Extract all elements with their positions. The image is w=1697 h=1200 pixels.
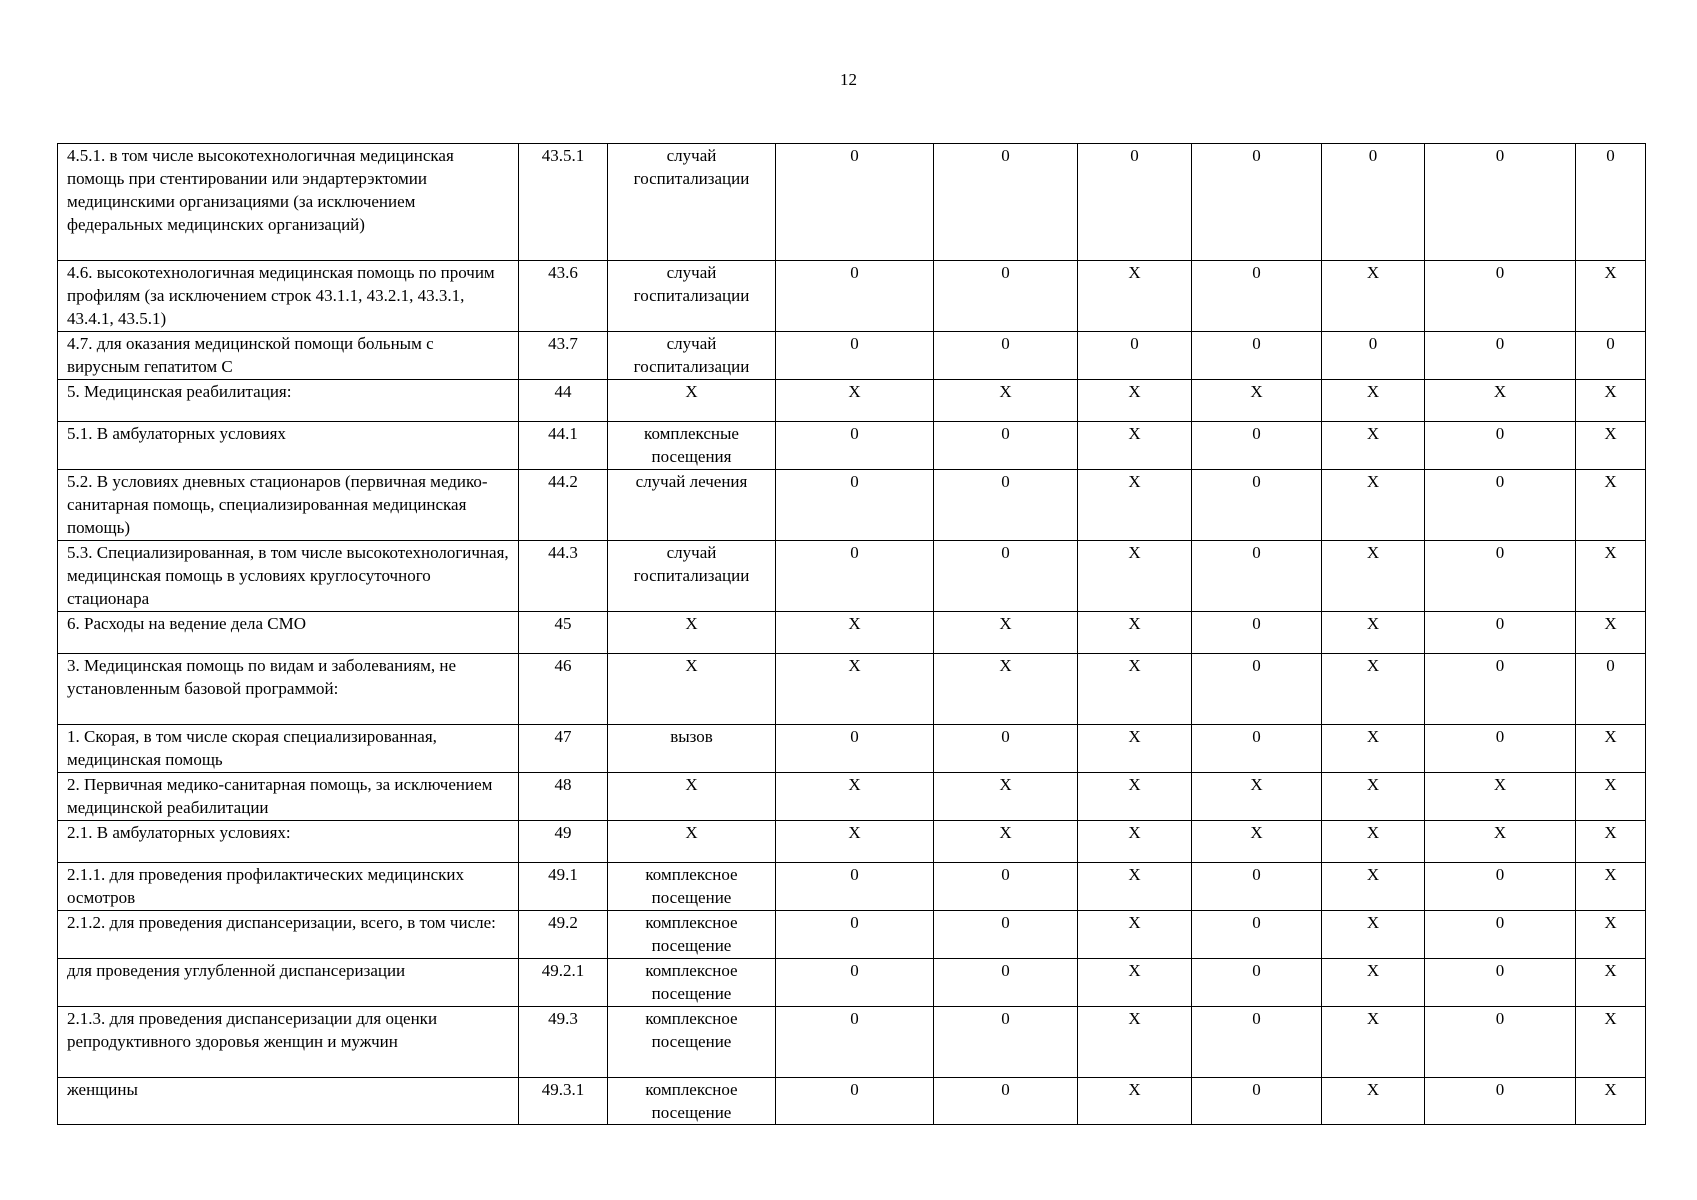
row-value-cell: X (1576, 261, 1646, 332)
row-unit-cell: комплексное посещение (608, 1078, 776, 1125)
row-value-cell: 0 (934, 261, 1078, 332)
row-value-cell: X (1576, 725, 1646, 773)
row-name-cell: 4.5.1. в том числе высокотехнологичная медицинская помощь при стентировании или эндартерэктомии медицинскими организациями (за исключением федеральных медицинских организаций) (58, 144, 519, 261)
row-value-cell: 0 (1425, 332, 1576, 380)
row-value-cell: 0 (1425, 1007, 1576, 1078)
row-unit-cell: случай госпитализации (608, 144, 776, 261)
row-value-cell: X (1322, 1078, 1425, 1125)
table-row (58, 725, 1646, 773)
row-unit-cell: комплексное посещение (608, 1007, 776, 1078)
row-value-cell: X (776, 773, 934, 821)
table-row (58, 332, 1646, 380)
row-value-cell: X (1192, 821, 1322, 863)
row-value-cell: X (1576, 911, 1646, 959)
row-value-cell: 0 (1192, 470, 1322, 541)
row-value-cell: 0 (1425, 261, 1576, 332)
row-value-cell: X (1078, 959, 1192, 1007)
row-value-cell: X (1078, 422, 1192, 470)
row-value-cell: 0 (934, 470, 1078, 541)
row-value-cell: 0 (1425, 863, 1576, 911)
row-value-cell: X (1576, 422, 1646, 470)
row-unit-cell: комплексное посещение (608, 863, 776, 911)
row-name-cell: 5. Медицинская реабилитация: (58, 380, 519, 422)
row-unit-cell: X (608, 654, 776, 725)
row-name-cell: 2.1.2. для проведения диспансеризации, всего, в том числе: (58, 911, 519, 959)
data-table (57, 143, 1646, 1125)
row-name-cell: 2.1. В амбулаторных условиях: (58, 821, 519, 863)
row-unit-cell: комплексные посещения (608, 422, 776, 470)
row-value-cell: 0 (934, 863, 1078, 911)
row-code-cell: 44.3 (519, 541, 608, 612)
row-code-cell: 48 (519, 773, 608, 821)
row-value-cell: 0 (1192, 332, 1322, 380)
row-value-cell: 0 (1192, 959, 1322, 1007)
row-unit-cell: комплексное посещение (608, 911, 776, 959)
row-value-cell: X (1078, 612, 1192, 654)
row-value-cell: 0 (1425, 541, 1576, 612)
row-name-cell: 3. Медицинская помощь по видам и заболеваниям, не установленным базовой программой: (58, 654, 519, 725)
row-value-cell: X (1078, 1078, 1192, 1125)
row-value-cell: 0 (1192, 541, 1322, 612)
row-value-cell: X (1576, 541, 1646, 612)
row-value-cell: X (1078, 470, 1192, 541)
row-value-cell: 0 (1192, 725, 1322, 773)
row-value-cell: X (1322, 863, 1425, 911)
row-value-cell: X (1322, 773, 1425, 821)
row-value-cell: X (1192, 380, 1322, 422)
row-name-cell: 4.7. для оказания медицинской помощи больным с вирусным гепатитом С (58, 332, 519, 380)
row-value-cell: 0 (1425, 959, 1576, 1007)
row-value-cell: X (1576, 821, 1646, 863)
row-value-cell: X (1322, 612, 1425, 654)
row-value-cell: 0 (1192, 612, 1322, 654)
row-name-cell: для проведения углубленной диспансеризации (58, 959, 519, 1007)
row-value-cell: 0 (1576, 654, 1646, 725)
row-value-cell: 0 (1192, 863, 1322, 911)
row-value-cell: X (1078, 654, 1192, 725)
row-value-cell: X (1322, 1007, 1425, 1078)
row-name-cell: 2. Первичная медико-санитарная помощь, за исключением медицинской реабилитации (58, 773, 519, 821)
row-name-cell: 2.1.3. для проведения диспансеризации для оценки репродуктивного здоровья женщин и мужчин (58, 1007, 519, 1078)
table-row (58, 380, 1646, 422)
row-code-cell: 46 (519, 654, 608, 725)
row-unit-cell: X (608, 380, 776, 422)
table-row (58, 144, 1646, 261)
row-unit-cell: случай госпитализации (608, 332, 776, 380)
row-value-cell: 0 (776, 1007, 934, 1078)
table-row (58, 470, 1646, 541)
row-value-cell: 0 (1425, 725, 1576, 773)
table-row (58, 863, 1646, 911)
table-row (58, 422, 1646, 470)
row-value-cell: 0 (776, 332, 934, 380)
row-value-cell: X (1322, 821, 1425, 863)
row-value-cell: X (1322, 725, 1425, 773)
row-value-cell: X (1425, 773, 1576, 821)
row-value-cell: 0 (776, 1078, 934, 1125)
row-value-cell: X (1078, 911, 1192, 959)
row-value-cell: 0 (1192, 911, 1322, 959)
row-value-cell: X (934, 773, 1078, 821)
row-value-cell: 0 (1192, 261, 1322, 332)
row-value-cell: 0 (1425, 612, 1576, 654)
row-value-cell: X (1078, 261, 1192, 332)
row-value-cell: X (1078, 380, 1192, 422)
row-value-cell: X (934, 821, 1078, 863)
row-code-cell: 44 (519, 380, 608, 422)
row-value-cell: 0 (1192, 1007, 1322, 1078)
row-value-cell: 0 (934, 144, 1078, 261)
row-code-cell: 43.6 (519, 261, 608, 332)
row-code-cell: 49.1 (519, 863, 608, 911)
row-name-cell: 2.1.1. для проведения профилактических медицинских осмотров (58, 863, 519, 911)
row-value-cell: X (934, 380, 1078, 422)
row-value-cell: X (1192, 773, 1322, 821)
page-number: 12 (840, 70, 857, 89)
row-unit-cell: X (608, 612, 776, 654)
row-unit-cell: комплексное посещение (608, 959, 776, 1007)
row-value-cell: X (776, 612, 934, 654)
row-value-cell: 0 (1192, 422, 1322, 470)
row-value-cell: 0 (1192, 1078, 1322, 1125)
row-value-cell: 0 (1192, 654, 1322, 725)
row-code-cell: 49 (519, 821, 608, 863)
row-value-cell: X (1078, 863, 1192, 911)
row-value-cell: 0 (776, 144, 934, 261)
row-unit-cell: X (608, 773, 776, 821)
row-name-cell: 6. Расходы на ведение дела СМО (58, 612, 519, 654)
table-body (58, 144, 1646, 1125)
table-row (58, 1078, 1646, 1125)
row-name-cell: 5.3. Специализированная, в том числе высокотехнологичная, медицинская помощь в условиях круглосуточного стационара (58, 541, 519, 612)
table-row (58, 541, 1646, 612)
row-value-cell: X (1322, 654, 1425, 725)
row-value-cell: X (1576, 1078, 1646, 1125)
row-name-cell: женщины (58, 1078, 519, 1125)
table-row (58, 654, 1646, 725)
row-value-cell: 0 (934, 422, 1078, 470)
row-value-cell: 0 (934, 332, 1078, 380)
row-code-cell: 45 (519, 612, 608, 654)
row-unit-cell: случай лечения (608, 470, 776, 541)
table-row (58, 911, 1646, 959)
row-name-cell: 4.6. высокотехнологичная медицинская помощь по прочим профилям (за исключением строк 43.1.1, 43.2.1, 43.3.1, 43.4.1, 43.5.1) (58, 261, 519, 332)
table-row (58, 821, 1646, 863)
row-value-cell: 0 (1425, 470, 1576, 541)
row-value-cell: 0 (934, 911, 1078, 959)
row-value-cell: X (776, 654, 934, 725)
row-value-cell: X (1322, 261, 1425, 332)
row-value-cell: X (1322, 959, 1425, 1007)
row-code-cell: 47 (519, 725, 608, 773)
row-code-cell: 43.7 (519, 332, 608, 380)
row-value-cell: X (1078, 1007, 1192, 1078)
row-value-cell: 0 (1425, 911, 1576, 959)
row-name-cell: 5.2. В условиях дневных стационаров (первичная медико-санитарная помощь, специализированная медицинская помощь) (58, 470, 519, 541)
row-value-cell: X (1576, 959, 1646, 1007)
row-name-cell: 5.1. В амбулаторных условиях (58, 422, 519, 470)
row-code-cell: 49.3 (519, 1007, 608, 1078)
row-value-cell: X (1322, 422, 1425, 470)
row-value-cell: X (1576, 612, 1646, 654)
row-value-cell: 0 (776, 911, 934, 959)
table-row (58, 773, 1646, 821)
row-value-cell: X (1425, 380, 1576, 422)
row-value-cell: X (1576, 1007, 1646, 1078)
row-unit-cell: вызов (608, 725, 776, 773)
row-code-cell: 49.2 (519, 911, 608, 959)
row-value-cell: X (1576, 380, 1646, 422)
row-value-cell: 0 (776, 261, 934, 332)
row-value-cell: X (1078, 773, 1192, 821)
row-value-cell: 0 (1576, 332, 1646, 380)
row-value-cell: X (934, 612, 1078, 654)
table-row (58, 1007, 1646, 1078)
row-value-cell: 0 (776, 541, 934, 612)
row-code-cell: 49.3.1 (519, 1078, 608, 1125)
row-value-cell: 0 (1078, 332, 1192, 380)
row-value-cell: 0 (934, 959, 1078, 1007)
row-code-cell: 44.1 (519, 422, 608, 470)
row-value-cell: 0 (934, 725, 1078, 773)
table-row (58, 959, 1646, 1007)
row-value-cell: X (1322, 380, 1425, 422)
row-value-cell: 0 (1322, 144, 1425, 261)
row-value-cell: X (776, 821, 934, 863)
row-value-cell: 0 (1192, 144, 1322, 261)
row-value-cell: 0 (1322, 332, 1425, 380)
row-name-cell: 1. Скорая, в том числе скорая специализированная, медицинская помощь (58, 725, 519, 773)
row-value-cell: X (1078, 541, 1192, 612)
row-unit-cell: случай госпитализации (608, 541, 776, 612)
row-value-cell: 0 (1425, 1078, 1576, 1125)
row-value-cell: 0 (776, 470, 934, 541)
row-code-cell: 49.2.1 (519, 959, 608, 1007)
row-value-cell: 0 (1425, 422, 1576, 470)
row-value-cell: 0 (1576, 144, 1646, 261)
table-row (58, 261, 1646, 332)
row-unit-cell: X (608, 821, 776, 863)
row-value-cell: X (1576, 773, 1646, 821)
row-value-cell: X (1078, 821, 1192, 863)
row-value-cell: 0 (776, 725, 934, 773)
row-value-cell: 0 (934, 1007, 1078, 1078)
row-code-cell: 43.5.1 (519, 144, 608, 261)
row-value-cell: X (1078, 725, 1192, 773)
row-value-cell: 0 (776, 959, 934, 1007)
row-value-cell: 0 (776, 422, 934, 470)
row-value-cell: X (776, 380, 934, 422)
row-value-cell: 0 (776, 863, 934, 911)
row-code-cell: 44.2 (519, 470, 608, 541)
row-value-cell: X (1322, 470, 1425, 541)
row-value-cell: X (1322, 911, 1425, 959)
row-value-cell: 0 (1078, 144, 1192, 261)
row-value-cell: 0 (934, 1078, 1078, 1125)
row-unit-cell: случай госпитализации (608, 261, 776, 332)
row-value-cell: X (1425, 821, 1576, 863)
row-value-cell: X (934, 654, 1078, 725)
row-value-cell: 0 (1425, 654, 1576, 725)
row-value-cell: X (1576, 863, 1646, 911)
row-value-cell: 0 (934, 541, 1078, 612)
row-value-cell: 0 (1425, 144, 1576, 261)
row-value-cell: X (1322, 541, 1425, 612)
table-row (58, 612, 1646, 654)
row-value-cell: X (1576, 470, 1646, 541)
